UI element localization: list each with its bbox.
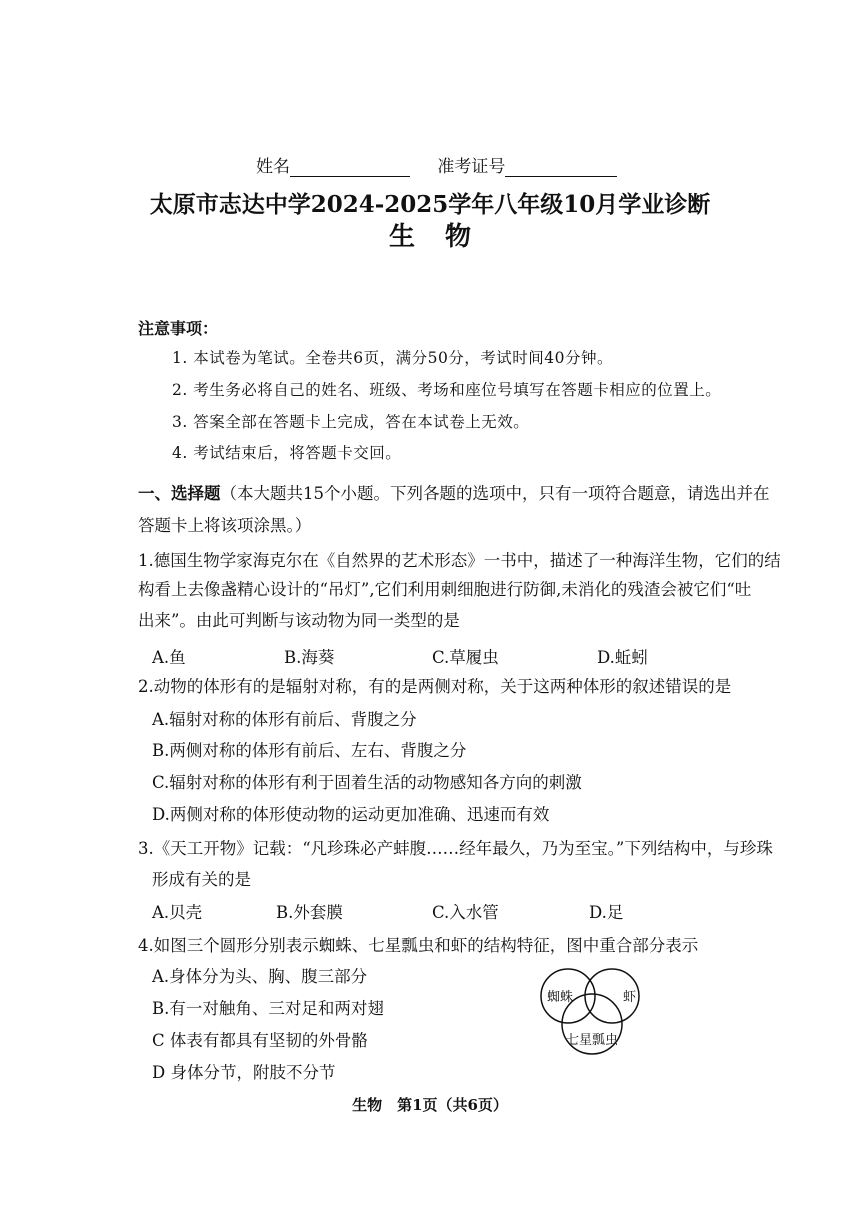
question-4-option-b: B.有一对触角、三对足和两对翅 bbox=[152, 999, 384, 1018]
section-heading-line2: 答题卡上将该项涂黑。） bbox=[138, 516, 312, 535]
notice-item: 3. 答案全部在答题卡上完成，答在本试卷上无效。 bbox=[172, 413, 530, 431]
section-heading-text: （本大题共15个小题。下列各题的选项中，只有一项符合题意，请选出并在 bbox=[220, 484, 770, 503]
exam-id-blank-line bbox=[505, 160, 617, 177]
candidate-info-fields bbox=[256, 152, 617, 177]
question-1-option-c: C.草履虫 bbox=[432, 648, 499, 667]
question-3-line: 形成有关的是 bbox=[152, 870, 251, 889]
question-4-option-c: C 体表有都具有坚韧的外骨骼 bbox=[152, 1031, 368, 1050]
question-1-line: 1.德国生物学家海克尔在《自然界的艺术形态》一书中，描述了一种海洋生物，它们的结 bbox=[138, 551, 781, 570]
notice-item: 1. 本试卷为笔试。全卷共6页，满分50分，考试时间40分钟。 bbox=[172, 349, 614, 367]
venn-diagram bbox=[530, 968, 670, 1058]
notice-item: 2. 考生务必将自己的姓名、班级、考场和座位号填写在答题卡相应的位置上。 bbox=[172, 381, 722, 399]
name-blank-line bbox=[290, 160, 410, 177]
question-1-option-a: A.鱼 bbox=[152, 648, 186, 667]
question-3-option-a: A.贝壳 bbox=[152, 903, 203, 922]
question-2-option-c: C.辐射对称的体形有利于固着生活的动物感知各方向的刺激 bbox=[152, 773, 582, 792]
venn-diagram-svg bbox=[530, 968, 670, 1058]
venn-label-ladybug: 七星瓢虫 bbox=[566, 1033, 619, 1048]
question-1-line: 出来”。由此可判断与该动物为同一类型的是 bbox=[138, 611, 460, 630]
question-3-option-d: D.足 bbox=[589, 903, 624, 922]
question-1-option-b: B.海葵 bbox=[284, 648, 335, 667]
page-footer: 生物 第1页（共6页） bbox=[352, 1096, 508, 1114]
question-2-option-d: D.两侧对称的体形使动物的运动更加准确、迅速而有效 bbox=[152, 805, 550, 824]
exam-id-label: 准考证号 bbox=[437, 157, 506, 177]
question-4-stem: 4.如图三个圆形分别表示蜘蛛、七星瓢虫和虾的结构特征，图中重合部分表示 bbox=[138, 936, 699, 955]
question-1-line: 构看上去像盏精心设计的“吊灯”,它们利用刺细胞进行防御,未消化的残渣会被它们“吐 bbox=[138, 580, 752, 599]
notice-item: 4. 考试结束后，将答题卡交回。 bbox=[172, 444, 402, 462]
section-heading bbox=[138, 480, 770, 504]
exam-subject: 生物 bbox=[388, 222, 501, 252]
name-label: 姓名 bbox=[256, 157, 290, 177]
question-1-option-d: D.蚯蚓 bbox=[597, 648, 648, 667]
notice-title: 注意事项： bbox=[138, 319, 219, 338]
exam-title: 太原市志达中学2024-2025学年八年级10月学业诊断 bbox=[149, 191, 711, 218]
question-4-option-d: D 身体分节，附肢不分节 bbox=[152, 1063, 336, 1082]
question-3-line: 3.《天工开物》记载：“凡珍珠必产蚌腹……经年最久，乃为至宝。”下列结构中，与珍珠 bbox=[138, 839, 773, 858]
question-3-option-c: C.入水管 bbox=[432, 903, 499, 922]
venn-label-spider: 蜘蛛 bbox=[547, 990, 574, 1005]
question-2-option-a: A.辐射对称的体形有前后、背腹之分 bbox=[152, 710, 417, 729]
question-3-option-b: B.外套膜 bbox=[276, 903, 343, 922]
section-heading-bold: 一、选择题 bbox=[138, 484, 221, 503]
question-4-option-a: A.身体分为头、胸、腹三部分 bbox=[152, 967, 368, 986]
venn-label-shrimp: 虾 bbox=[623, 990, 637, 1005]
question-2-option-b: B.两侧对称的体形有前后、左右、背腹之分 bbox=[152, 741, 467, 760]
question-2-stem: 2.动物的体形有的是辐射对称，有的是两侧对称，关于这两种体形的叙述错误的是 bbox=[138, 677, 732, 696]
